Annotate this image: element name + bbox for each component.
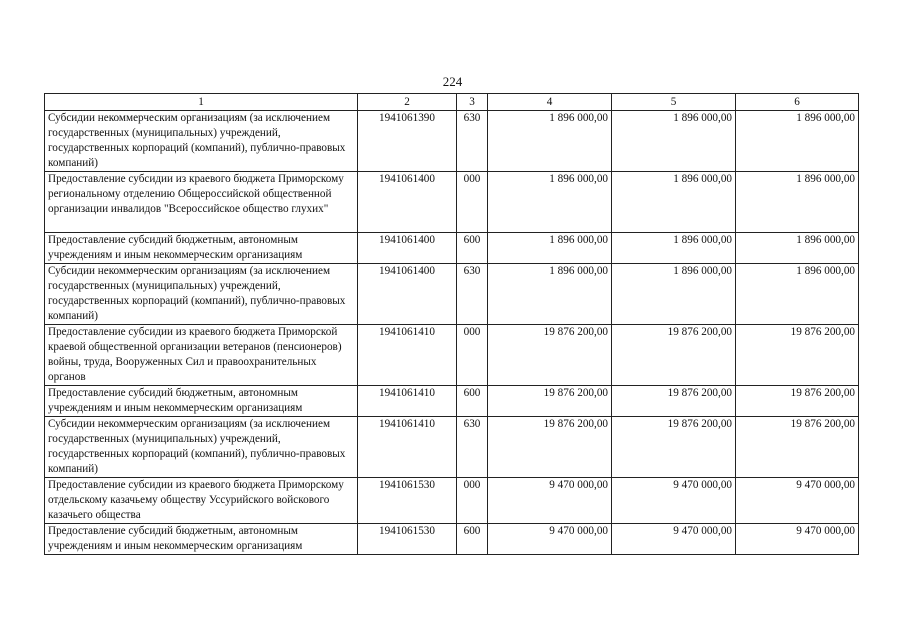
column-header: 6 [736,94,859,111]
row-amount-col6: 1 896 000,00 [736,172,859,233]
row-code: 1941061400 [358,233,457,264]
column-header: 3 [457,94,488,111]
row-amount-col4: 1 896 000,00 [488,233,612,264]
row-amount-col4: 1 896 000,00 [488,111,612,172]
row-amount-col6: 9 470 000,00 [736,524,859,555]
row-code: 1941061400 [358,264,457,325]
table-row [45,264,859,325]
row-name: Предоставление субсидий бюджетным, автономным учреждениям и иным некоммерческим организациям [45,524,358,555]
row-amount-col6: 1 896 000,00 [736,264,859,325]
column-header: 2 [358,94,457,111]
row-amount-col4: 9 470 000,00 [488,524,612,555]
table-row [45,386,859,417]
row-amount-col4: 19 876 200,00 [488,386,612,417]
row-amount-col6: 1 896 000,00 [736,111,859,172]
row-name: Предоставление субсидий бюджетным, автономным учреждениям и иным некоммерческим организациям [45,386,358,417]
row-amount-col5: 9 470 000,00 [612,524,736,555]
row-amount-col4: 1 896 000,00 [488,264,612,325]
row-type: 000 [457,478,488,524]
row-type: 600 [457,524,488,555]
table-row [45,524,859,555]
row-type: 600 [457,386,488,417]
budget-table [44,93,859,555]
page-number: 224 [442,74,463,89]
row-amount-col4: 1 896 000,00 [488,172,612,233]
row-name: Субсидии некоммерческим организациям (за исключением государственных (муниципальных) учреждений, государственных корпораций (компаний), публично-правовых компаний) [45,264,358,325]
row-amount-col5: 19 876 200,00 [612,417,736,478]
row-amount-col5: 19 876 200,00 [612,386,736,417]
row-amount-col5: 1 896 000,00 [612,111,736,172]
row-code: 1941061410 [358,325,457,386]
row-amount-col5: 19 876 200,00 [612,325,736,386]
row-code: 1941061390 [358,111,457,172]
row-amount-col5: 1 896 000,00 [612,233,736,264]
row-code: 1941061530 [358,524,457,555]
row-type: 600 [457,233,488,264]
row-amount-col4: 9 470 000,00 [488,478,612,524]
row-type: 630 [457,264,488,325]
row-type: 630 [457,417,488,478]
row-amount-col4: 19 876 200,00 [488,417,612,478]
row-amount-col6: 19 876 200,00 [736,325,859,386]
row-name: Субсидии некоммерческим организациям (за исключением государственных (муниципальных) учреждений, государственных корпораций (компаний), публично-правовых компаний) [45,417,358,478]
row-code: 1941061530 [358,478,457,524]
row-code: 1941061410 [358,386,457,417]
column-header: 4 [488,94,612,111]
table-row [45,417,859,478]
row-code: 1941061400 [358,172,457,233]
row-amount-col6: 19 876 200,00 [736,386,859,417]
row-amount-col6: 1 896 000,00 [736,233,859,264]
row-amount-col6: 9 470 000,00 [736,478,859,524]
row-code: 1941061410 [358,417,457,478]
table-row [45,172,859,233]
row-name: Предоставление субсидий бюджетным, автономным учреждениям и иным некоммерческим организациям [45,233,358,264]
row-type: 000 [457,172,488,233]
table-row [45,233,859,264]
row-amount-col5: 9 470 000,00 [612,478,736,524]
row-name: Предоставление субсидии из краевого бюджета Приморской краевой общественной организации ветеранов (пенсионеров) войны, труда, Вооруженных Сил и правоохранительных органов [45,325,358,386]
row-amount-col6: 19 876 200,00 [736,417,859,478]
column-header: 5 [612,94,736,111]
row-amount-col4: 19 876 200,00 [488,325,612,386]
row-amount-col5: 1 896 000,00 [612,172,736,233]
table-row [45,478,859,524]
row-name: Предоставление субсидии из краевого бюджета Приморскому региональному отделению Общероссийской общественной организации инвалидов "Всероссийское общество глухих" [45,172,358,233]
header-row [45,94,859,111]
table-row [45,325,859,386]
row-type: 000 [457,325,488,386]
column-header: 1 [45,94,358,111]
row-name: Предоставление субсидии из краевого бюджета Приморскому отдельскому казачьему обществу Уссурийского войскового казачьего общества [45,478,358,524]
row-name: Субсидии некоммерческим организациям (за исключением государственных (муниципальных) учреждений, государственных корпораций (компаний), публично-правовых компаний) [45,111,358,172]
table-row [45,111,859,172]
row-type: 630 [457,111,488,172]
row-amount-col5: 1 896 000,00 [612,264,736,325]
